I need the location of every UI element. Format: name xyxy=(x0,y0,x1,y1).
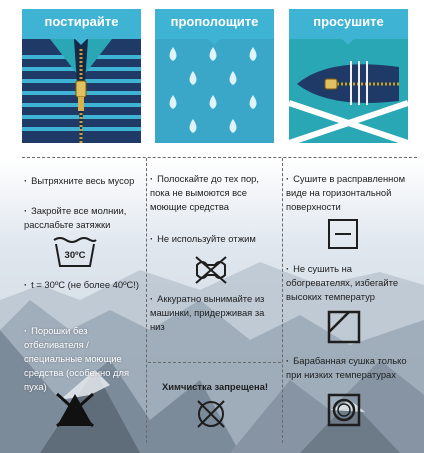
wash-card xyxy=(22,9,141,143)
rinse-item-2: · Не используйте отжим xyxy=(150,233,256,244)
no-bleach-icon xyxy=(55,392,95,428)
rinse-title: прополощите xyxy=(155,9,274,39)
no-dry-clean-icon xyxy=(194,397,228,431)
dry-shade-icon xyxy=(327,310,361,344)
wash-item-4: · Порошки без отбеливателя / специальные моющие средства (особенно для пуха) xyxy=(24,325,130,392)
dry-clean-note: Химчистка запрещена! xyxy=(162,381,268,392)
no-wring-icon xyxy=(193,255,229,285)
dry-card xyxy=(289,9,408,143)
column-divider-1 xyxy=(146,158,147,443)
rinse-card xyxy=(155,9,274,143)
wash-title: постирайте xyxy=(22,9,141,39)
dry-item-1: · Сушите в расправленном виде на горизонтальной поверхности xyxy=(286,173,406,212)
column-divider-2 xyxy=(282,158,283,443)
dry-title: просушите xyxy=(289,9,408,39)
rinse-item-3: · Аккуратно вынимайте из машинки, придерживая за низ xyxy=(150,293,265,332)
rinse-item-1: · Полоскайте до тех пор, пока не вымоются все моющие средства xyxy=(150,173,259,212)
wash-item-2: · Закройте все молнии, расслабьте затяжки xyxy=(24,205,127,230)
dry-flat-icon xyxy=(327,218,359,250)
wash-temp-label: 30ºС xyxy=(64,250,86,261)
tumble-dry-low-icon xyxy=(327,393,361,427)
wash-item-3: · t = 30ºС (не более 40ºС!) xyxy=(24,279,139,290)
wash-item-1: · Вытряхните весь мусор xyxy=(24,175,135,186)
dry-item-3: · Барабанная сушка только при низких температурах xyxy=(286,355,407,380)
rinse-section-divider xyxy=(148,362,281,363)
section-divider xyxy=(22,157,417,158)
dry-item-2: · Не сушить на обогревателях, избегайте высоких температур xyxy=(286,263,399,302)
